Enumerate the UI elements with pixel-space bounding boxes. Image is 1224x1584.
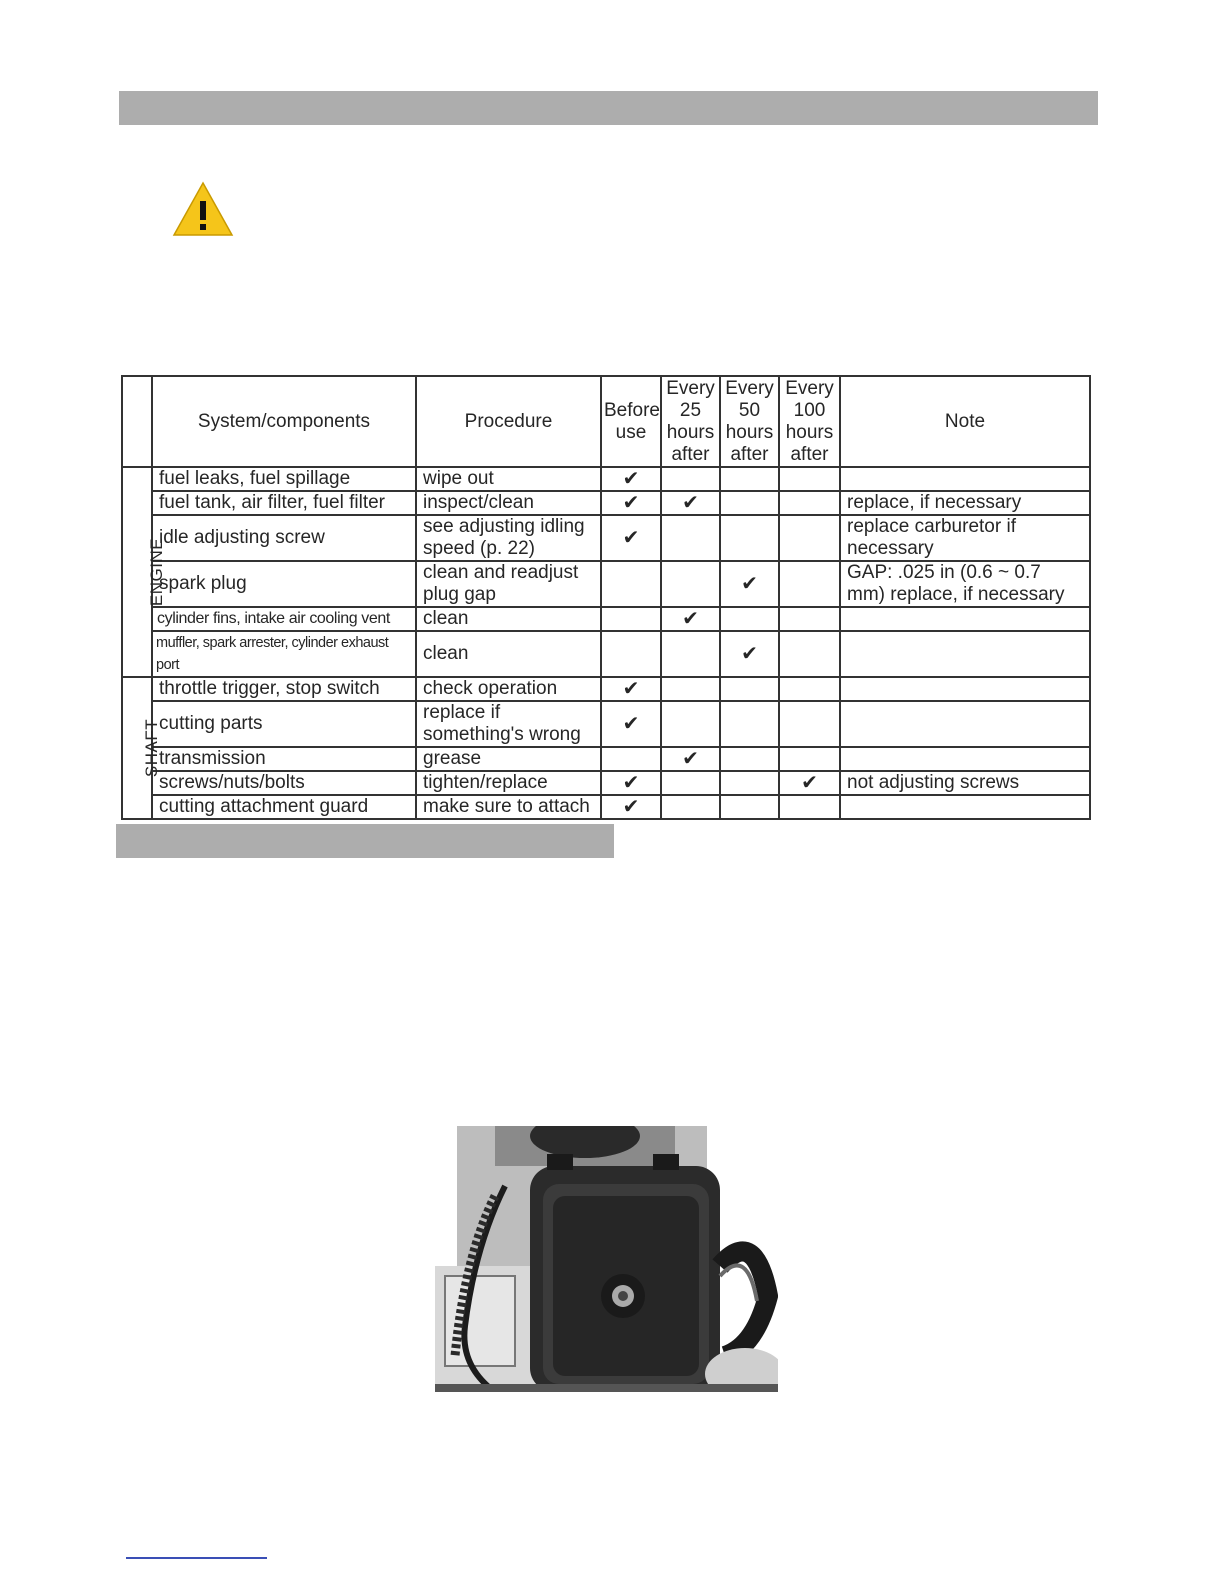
table-row — [122, 467, 1090, 491]
header-note: Note — [840, 376, 1090, 467]
check-mark: ✔ — [601, 795, 661, 819]
empty-cell — [661, 795, 720, 819]
header-procedure: Procedure — [416, 376, 601, 467]
table-header-row — [122, 376, 1090, 467]
row-note: GAP: .025 in (0.6 ~ 0.7 mm) replace, if necessary — [840, 561, 1090, 607]
header-every-100-hours: Every 100 hours after — [779, 376, 840, 467]
empty-cell — [601, 607, 661, 631]
table-row — [122, 631, 1090, 677]
row-procedure: replace if something's wrong — [416, 701, 601, 747]
shaft-label: SHAFT — [142, 718, 162, 778]
empty-cell — [661, 467, 720, 491]
check-mark: ✔ — [601, 701, 661, 747]
table-row — [122, 561, 1090, 607]
empty-cell — [720, 467, 779, 491]
check-mark: ✔ — [661, 747, 720, 771]
warning-icon — [172, 181, 234, 237]
row-procedure: clean — [416, 631, 601, 677]
row-system: idle adjusting screw — [152, 515, 416, 561]
empty-cell — [779, 631, 840, 677]
empty-cell — [661, 515, 720, 561]
header-system: System/components — [152, 376, 416, 467]
empty-cell — [661, 771, 720, 795]
empty-cell — [720, 747, 779, 771]
row-procedure: clean — [416, 607, 601, 631]
table-row — [122, 795, 1090, 819]
row-system: cutting parts — [152, 701, 416, 747]
row-procedure: clean and readjust plug gap — [416, 561, 601, 607]
row-system: screws/nuts/bolts — [152, 771, 416, 795]
empty-cell — [720, 677, 779, 701]
empty-cell — [779, 795, 840, 819]
check-mark: ✔ — [601, 771, 661, 795]
row-note — [840, 795, 1090, 819]
table-row — [122, 747, 1090, 771]
empty-cell — [601, 561, 661, 607]
row-note — [840, 607, 1090, 631]
empty-cell — [661, 631, 720, 677]
empty-cell — [720, 771, 779, 795]
empty-cell — [779, 677, 840, 701]
row-system: transmission — [152, 747, 416, 771]
row-procedure: inspect/clean — [416, 491, 601, 515]
check-mark: ✔ — [601, 467, 661, 491]
row-note: replace carburetor if necessary — [840, 515, 1090, 561]
row-procedure: tighten/replace — [416, 771, 601, 795]
empty-cell — [779, 515, 840, 561]
row-note: replace, if necessary — [840, 491, 1090, 515]
row-note: not adjusting screws — [840, 771, 1090, 795]
table-row — [122, 607, 1090, 631]
empty-cell — [661, 701, 720, 747]
table-row — [122, 515, 1090, 561]
row-note — [840, 701, 1090, 747]
row-system: cylinder fins, intake air cooling vent — [152, 607, 416, 631]
empty-cell — [779, 607, 840, 631]
empty-cell — [720, 515, 779, 561]
empty-cell — [720, 607, 779, 631]
check-mark: ✔ — [661, 607, 720, 631]
empty-cell — [779, 747, 840, 771]
engine-label: ENGINE — [147, 537, 167, 607]
empty-cell — [720, 795, 779, 819]
empty-cell — [720, 491, 779, 515]
row-system: cutting attachment guard — [152, 795, 416, 819]
row-procedure: wipe out — [416, 467, 601, 491]
maintenance-schedule-table — [121, 375, 1091, 820]
table-row — [122, 701, 1090, 747]
header-every-50-hours: Every 50 hours after — [720, 376, 779, 467]
header-before-use: Before use — [601, 376, 661, 467]
check-mark: ✔ — [779, 771, 840, 795]
section-header-bar — [119, 91, 1098, 125]
table-row — [122, 771, 1090, 795]
group-label-shaft — [122, 677, 162, 819]
header-every-25-hours: Every 25 hours after — [661, 376, 720, 467]
row-note — [840, 747, 1090, 771]
empty-cell — [601, 631, 661, 677]
check-mark: ✔ — [720, 631, 779, 677]
empty-cell — [779, 701, 840, 747]
section-header-bar — [116, 824, 614, 858]
table-row — [122, 491, 1090, 515]
row-system: fuel leaks, fuel spillage — [152, 467, 416, 491]
empty-cell — [720, 701, 779, 747]
row-procedure: grease — [416, 747, 601, 771]
empty-cell — [601, 747, 661, 771]
header-group-blank — [122, 376, 152, 467]
row-procedure: see adjusting idling speed (p. 22) — [416, 515, 601, 561]
row-note — [840, 677, 1090, 701]
row-system: muffler, spark arrester, cylinder exhaust port — [152, 631, 416, 677]
check-mark: ✔ — [601, 677, 661, 701]
empty-cell — [779, 467, 840, 491]
check-mark: ✔ — [601, 491, 661, 515]
empty-cell — [779, 491, 840, 515]
check-mark: ✔ — [601, 515, 661, 561]
group-label-engine — [122, 467, 167, 677]
row-system: throttle trigger, stop switch — [152, 677, 416, 701]
empty-cell — [661, 677, 720, 701]
engine-air-filter-photo — [435, 1126, 778, 1392]
check-mark: ✔ — [720, 561, 779, 607]
row-procedure: check operation — [416, 677, 601, 701]
table-row — [122, 677, 1090, 701]
row-note — [840, 631, 1090, 677]
row-system: fuel tank, air filter, fuel filter — [152, 491, 416, 515]
row-note — [840, 467, 1090, 491]
footer-link-underline — [126, 1557, 267, 1559]
empty-cell — [661, 561, 720, 607]
check-mark: ✔ — [661, 491, 720, 515]
row-procedure: make sure to attach — [416, 795, 601, 819]
empty-cell — [779, 561, 840, 607]
row-system: spark plug — [152, 561, 416, 607]
